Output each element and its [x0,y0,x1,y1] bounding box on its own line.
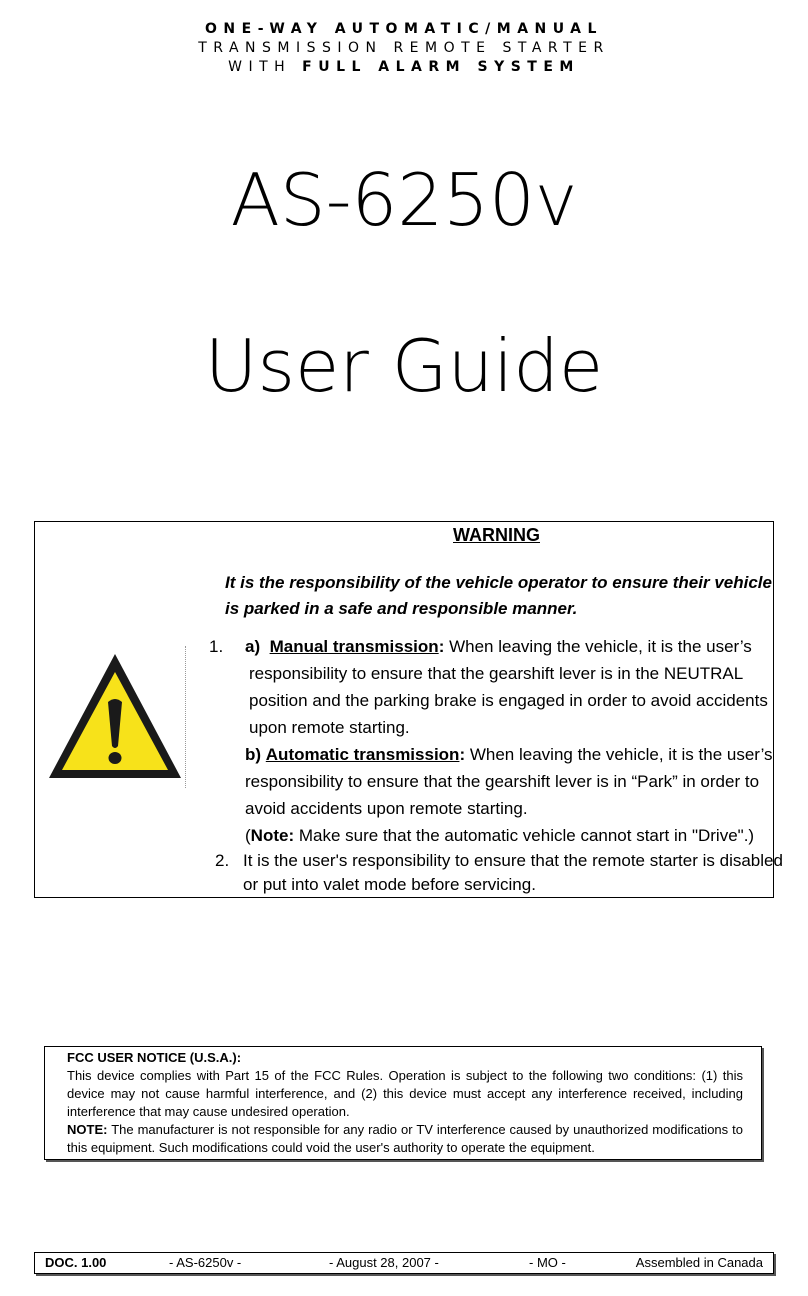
manual-line-2: responsibility to ensure that the gearshift lever is in the NEUTRAL [249,664,744,683]
footer-model: - AS-6250v - [169,1255,242,1270]
fcc-notice-box [44,1046,762,1160]
footer-doc: DOC. 1.00 [45,1255,107,1270]
header-line-1: ONE-WAY AUTOMATIC/MANUAL [205,21,603,37]
item-number: 1. [209,637,224,656]
fcc-heading: FCC USER NOTICE (U.S.A.): [67,1050,242,1065]
document-footer [34,1252,774,1274]
fcc-paragraph: This device complies with Part 15 of the FCC Rules. Operation is subject to the following two conditions: (1) this device may not cause harmful interference, and (2) this device must accept any interference received, including interference that may cause undesired operation. [67,1068,743,1119]
automatic-line-1: b) Automatic transmission: When leaving the vehicle, it is the user’s [245,745,773,764]
fcc-note: NOTE: The manufacturer is not responsible for any radio or TV interference caused by unauthorized modifications to this equipment. Such modifications could void the user's authority to operate the equipment. [67,1122,743,1155]
automatic-line-3: avoid accidents upon remote starting. [245,799,528,818]
item-number: 2. [215,851,230,870]
document-header [0,20,808,77]
warning-box: WARNING It is the responsibility of the vehicle operator to ensure their vehicle is parked in a safe and responsible manner. 1. a) Manual transmission: When leaving the vehicle, it is the user’s responsibility to ensure that the gearshift lever is in the NEUTRAL position and the parking brake is engaged in order to avoid accidents upon remote starting. b) Automatic transmission: When leaving the vehicle, it is the user’s responsibility to ensure that the gearshift lever is in “Park” in order to avoid accidents upon remote starting. (Note: Make sure that the automatic vehicle cannot start in "Drive".) 2. It is the user's responsibility to ensure that the remote starter is disabled or put into valet mode before servicing. [34,521,774,898]
footer-code: - MO - [529,1255,566,1270]
automatic-line-2: responsibility to ensure that the gearshift lever is in “Park” in order to [245,772,760,791]
warning-triangle-icon [47,646,183,786]
manual-line-4: upon remote starting. [249,718,410,737]
warning-icon-panel [47,646,186,788]
header-line-3: WITH FULL ALARM SYSTEM [228,59,580,75]
manual-line-3: position and the parking brake is engaged in order to avoid accidents [249,691,768,710]
warning-lead: It is the responsibility of the vehicle operator to ensure their vehicle is parked in a safe and responsible manner. [225,573,772,618]
automatic-note: (Note: Make sure that the automatic vehicle cannot start in "Drive".) [245,826,755,845]
footer-date: - August 28, 2007 - [329,1255,439,1270]
manual-line-1: a) Manual transmission: When leaving the vehicle, it is the user’s [245,637,752,656]
document-title: User Guide [204,324,604,408]
header-line-2: TRANSMISSION REMOTE STARTER [198,40,610,56]
warning-heading: WARNING [453,525,540,545]
model-title: AS-6250v [230,158,578,242]
footer-origin: Assembled in Canada [635,1255,763,1270]
